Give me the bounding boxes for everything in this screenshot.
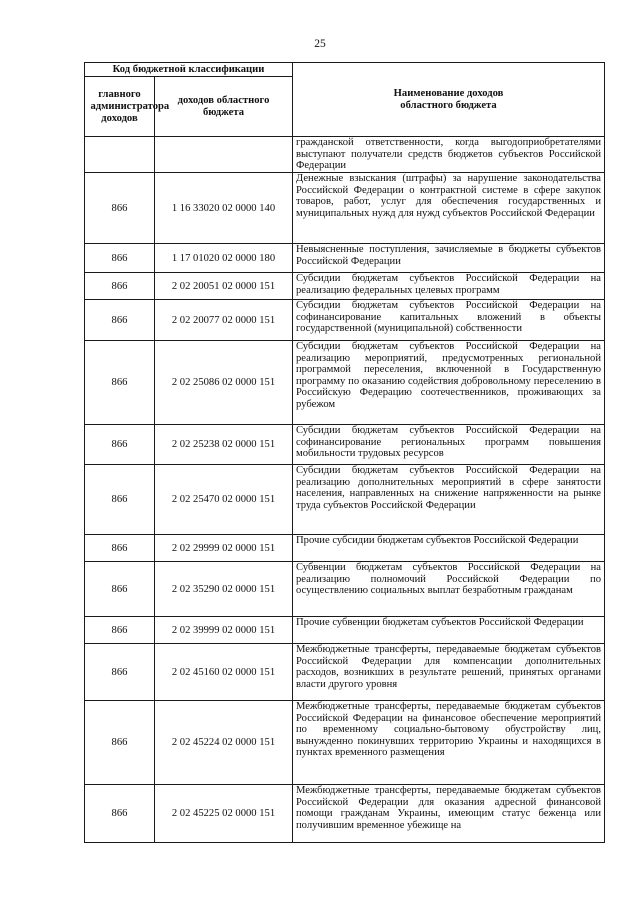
admin-code-cell: 866 [85,300,155,341]
table-row [85,701,605,785]
income-name-cell: Прочие субвенции бюджетам субъектов Российской Федерации [293,617,605,644]
admin-code-cell: 866 [85,244,155,273]
income-name-cell: Межбюджетные трансферты, передаваемые бюджетам субъектов Российской Федерации для оказания адресной финансовой помощи гражданам Украины, имеющим статус беженца или получившим временное убежище на [293,785,605,843]
admin-code-cell: 866 [85,425,155,465]
admin-code-cell: 866 [85,465,155,535]
table-row [85,562,605,617]
table-row [85,644,605,701]
income-name-cell: Межбюджетные трансферты, передаваемые бюджетам субъектов Российской Федерации на финансовое обеспечение мероприятий по временному социально-бытовому обустройству лиц, вынужденно покинувших территорию Украины и находящихся в пунктах временного размещения [293,701,605,785]
admin-code-cell: 866 [85,273,155,300]
income-code-cell: 2 02 25086 02 0000 151 [155,341,293,425]
income-code-cell: 2 02 45225 02 0000 151 [155,785,293,843]
income-name-cell: Межбюджетные трансферты, передаваемые бюджетам субъектов Российской Федерации для компенсации дополнительных расходов, возникших в результате решений, принятых органами власти другого уровня [293,644,605,701]
admin-code-cell: 866 [85,173,155,244]
income-code-cell: 1 16 33020 02 0000 140 [155,173,293,244]
admin-code-cell: 866 [85,535,155,562]
income-code-cell: 2 02 45160 02 0000 151 [155,644,293,701]
table-row [85,617,605,644]
income-name-cell: Субвенции бюджетам субъектов Российской Федерации на реализацию полномочий Российской Федерации по осуществлению социальных выплат безработным гражданам [293,562,605,617]
table-row [85,137,605,173]
header-classification-code: Код бюджетной классификации [85,63,293,77]
income-code-cell: 2 02 20077 02 0000 151 [155,300,293,341]
admin-code-cell [85,137,155,173]
table-row [85,425,605,465]
income-code-cell: 2 02 25470 02 0000 151 [155,465,293,535]
page-number: 25 [314,38,326,50]
income-code-cell: 2 02 45224 02 0000 151 [155,701,293,785]
income-name-cell: Субсидии бюджетам субъектов Российской Федерации на софинансирование капитальных вложений в объекты государственной (муниципальной) собственности [293,300,605,341]
income-code-cell: 1 17 01020 02 0000 180 [155,244,293,273]
income-code-cell: 2 02 35290 02 0000 151 [155,562,293,617]
income-name-cell: гражданской ответственности, когда выгодоприобретателями выступают получатели средств бюджетов субъектов Российской Федерации [293,137,605,173]
income-code-cell: 2 02 25238 02 0000 151 [155,425,293,465]
income-name-cell: Прочие субсидии бюджетам субъектов Российской Федерации [293,535,605,562]
table-row [85,535,605,562]
admin-code-cell: 866 [85,617,155,644]
table-row [85,244,605,273]
income-name-cell: Субсидии бюджетам субъектов Российской Федерации на реализацию мероприятий, предусмотренных региональной программой переселения, включенной в Государственную программу по оказанию содействия добровольному переселению в Российскую Федерацию соотечественников, проживающих за рубежом [293,341,605,425]
header-name: Наименование доходов областного бюджета [293,63,605,137]
table-row [85,300,605,341]
header-regional-budget-income: доходов областного бюджета [155,77,293,137]
income-code-cell: 2 02 39999 02 0000 151 [155,617,293,644]
income-name-cell: Невыясненные поступления, зачисляемые в бюджеты субъектов Российской Федерации [293,244,605,273]
income-name-cell: Субсидии бюджетам субъектов Российской Федерации на реализацию дополнительных мероприятий в сфере занятости населения, направленных на снижение напряженности на рынке труда субъектов Российской Федерации [293,465,605,535]
table-row [85,465,605,535]
table-row [85,273,605,300]
budget-classification-table [84,62,605,843]
admin-code-cell: 866 [85,562,155,617]
income-name-cell: Субсидии бюджетам субъектов Российской Федерации на софинансирование региональных программ повышения мобильности трудовых ресурсов [293,425,605,465]
header-chief-administrator: главного администратора доходов [85,77,155,137]
table-row [85,341,605,425]
income-name-cell: Денежные взыскания (штрафы) за нарушение законодательства Российской Федерации о контрактной системе в сфере закупок товаров, работ, услуг для обеспечения государственных и муниципальных нужд для нужд субъектов Российской Федерации [293,173,605,244]
table-row [85,173,605,244]
income-code-cell: 2 02 20051 02 0000 151 [155,273,293,300]
income-code-cell [155,137,293,173]
income-code-cell: 2 02 29999 02 0000 151 [155,535,293,562]
admin-code-cell: 866 [85,341,155,425]
income-name-cell: Субсидии бюджетам субъектов Российской Федерации на реализацию федеральных целевых программ [293,273,605,300]
admin-code-cell: 866 [85,701,155,785]
admin-code-cell: 866 [85,785,155,843]
table-row [85,785,605,843]
admin-code-cell: 866 [85,644,155,701]
